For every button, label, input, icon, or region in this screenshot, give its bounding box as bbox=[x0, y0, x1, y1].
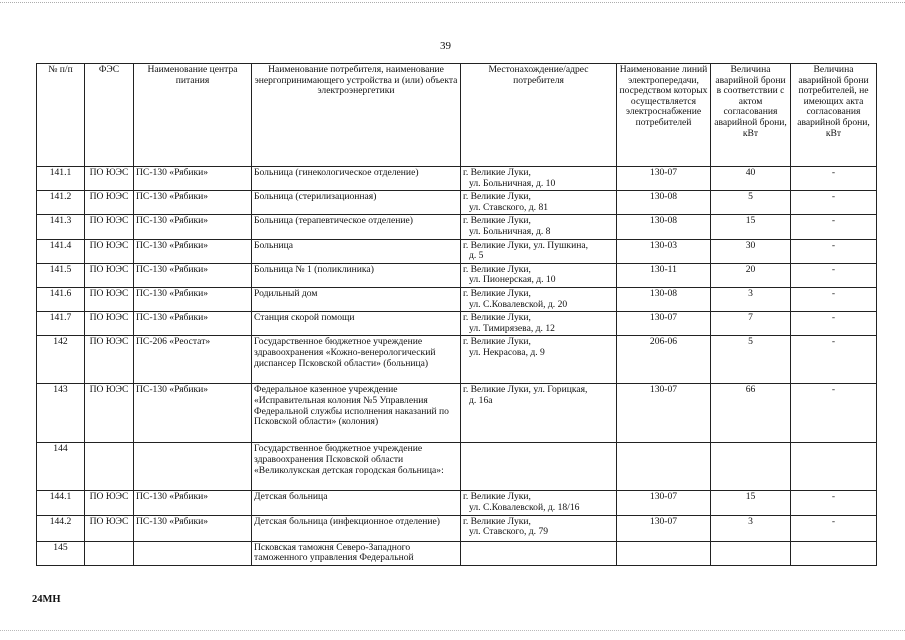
row-num: 141.6 bbox=[37, 287, 85, 311]
row-address-line1: г. Великие Луки, bbox=[463, 263, 531, 275]
row-power: 5 bbox=[711, 191, 791, 215]
page-number: 39 bbox=[440, 40, 451, 52]
row-address-line1: г. Великие Луки, bbox=[463, 515, 531, 527]
row-power-no-act: - bbox=[791, 263, 877, 287]
row-num: 141.7 bbox=[37, 312, 85, 336]
row-fes: ПО ЮЭС bbox=[85, 167, 134, 191]
row-consumer: Больница (гинекологическое отделение) bbox=[252, 167, 461, 191]
row-num: 145 bbox=[37, 541, 85, 565]
table-row bbox=[37, 384, 877, 443]
row-address bbox=[461, 239, 617, 263]
row-power: 30 bbox=[711, 239, 791, 263]
header-num: № п/п bbox=[37, 64, 85, 167]
row-power: 20 bbox=[711, 263, 791, 287]
row-address bbox=[461, 167, 617, 191]
footer-code: 24МН bbox=[32, 594, 61, 605]
row-line: 130-07 bbox=[617, 515, 711, 541]
table-header-row bbox=[37, 64, 877, 167]
row-line bbox=[617, 443, 711, 491]
row-address-line2: ул. С.Ковалевской, д. 18/16 bbox=[469, 501, 580, 513]
row-address-line1: г. Великие Луки, bbox=[463, 167, 531, 178]
row-center: ПС-130 «Рябики» bbox=[134, 384, 252, 443]
row-consumer: Больница № 1 (поликлиника) bbox=[252, 263, 461, 287]
row-power-no-act bbox=[791, 443, 877, 491]
row-center: ПС-130 «Рябики» bbox=[134, 191, 252, 215]
row-num: 141.1 bbox=[37, 167, 85, 191]
row-num: 142 bbox=[37, 336, 85, 384]
row-num: 143 bbox=[37, 384, 85, 443]
row-address bbox=[461, 443, 617, 491]
row-address bbox=[461, 384, 617, 443]
row-num: 141.3 bbox=[37, 215, 85, 239]
row-address bbox=[461, 336, 617, 384]
header-consumer: Наименование потребителя, наименование энергопринимающего устройства и (или) объекта электроэнергетики bbox=[252, 64, 461, 167]
row-address-line2: ул. Тимирязева, д. 12 bbox=[469, 322, 555, 334]
row-consumer: Федеральное казенное учреждение «Исправительная колония №5 Управления Федеральной службы исполнения наказаний по Псковской области» (колония) bbox=[252, 384, 461, 443]
row-address-line2: д. 5 bbox=[469, 250, 484, 262]
row-address-line2: ул. Больничная, д. 8 bbox=[469, 225, 551, 237]
row-power bbox=[711, 541, 791, 565]
table-row bbox=[37, 215, 877, 239]
row-consumer: Больница bbox=[252, 239, 461, 263]
row-center: ПС-130 «Рябики» bbox=[134, 239, 252, 263]
row-line: 130-07 bbox=[617, 384, 711, 443]
row-fes: ПО ЮЭС bbox=[85, 384, 134, 443]
row-power-no-act: - bbox=[791, 239, 877, 263]
row-address-line2: ул. Больничная, д. 10 bbox=[469, 177, 556, 189]
table-row bbox=[37, 263, 877, 287]
table-row bbox=[37, 491, 877, 515]
row-line: 206-06 bbox=[617, 336, 711, 384]
row-line: 130-07 bbox=[617, 167, 711, 191]
row-power: 5 bbox=[711, 336, 791, 384]
row-line: 130-03 bbox=[617, 239, 711, 263]
row-consumer: Детская больница bbox=[252, 491, 461, 515]
table-row bbox=[37, 443, 877, 491]
row-center bbox=[134, 541, 252, 565]
table-row bbox=[37, 336, 877, 384]
row-center: ПС-130 «Рябики» bbox=[134, 167, 252, 191]
row-consumer: Псковская таможня Северо-Западного таможенного управления Федеральной bbox=[252, 541, 461, 565]
row-address-line2: ул. С.Ковалевской, д. 20 bbox=[469, 298, 568, 310]
row-consumer: Детская больница (инфекционное отделение) bbox=[252, 515, 461, 541]
row-consumer: Больница (терапевтическое отделение) bbox=[252, 215, 461, 239]
scan-edge-bottom bbox=[0, 630, 905, 635]
row-line: 130-07 bbox=[617, 491, 711, 515]
table-row bbox=[37, 191, 877, 215]
header-fes: ФЭС bbox=[85, 64, 134, 167]
row-consumer: Станция скорой помощи bbox=[252, 312, 461, 336]
row-address-line2: ул. Ставского, д. 79 bbox=[469, 526, 549, 538]
row-line bbox=[617, 541, 711, 565]
row-address bbox=[461, 191, 617, 215]
table-row bbox=[37, 239, 877, 263]
row-power-no-act: - bbox=[791, 336, 877, 384]
table-row bbox=[37, 287, 877, 311]
emergency-reserve-table bbox=[36, 63, 877, 566]
header-power-no-act: Величина аварийной брони потребителей, не имеющих акта согласования аварийной брони, кВт bbox=[791, 64, 877, 167]
table-body bbox=[37, 167, 877, 566]
row-fes: ПО ЮЭС bbox=[85, 239, 134, 263]
row-address-line2: ул. Пионерская, д. 10 bbox=[469, 274, 556, 286]
row-power-no-act: - bbox=[791, 167, 877, 191]
table-row bbox=[37, 541, 877, 565]
row-power: 66 bbox=[711, 384, 791, 443]
row-address-line2: д. 16а bbox=[469, 394, 493, 406]
row-address bbox=[461, 215, 617, 239]
row-power: 15 bbox=[711, 491, 791, 515]
row-power-no-act: - bbox=[791, 215, 877, 239]
row-address-line1: г. Великие Луки, bbox=[463, 191, 531, 203]
header-power-act: Величина аварийной брони в соответствии с актом согласования аварийной брони, кВт bbox=[711, 64, 791, 167]
row-address-line2: ул. Некрасова, д. 9 bbox=[469, 346, 545, 358]
row-center: ПС-130 «Рябики» bbox=[134, 287, 252, 311]
row-num: 141.4 bbox=[37, 239, 85, 263]
row-line: 130-08 bbox=[617, 287, 711, 311]
row-center bbox=[134, 443, 252, 491]
row-address-line1: г. Великие Луки, bbox=[463, 287, 531, 299]
row-num: 144 bbox=[37, 443, 85, 491]
row-line: 130-07 bbox=[617, 312, 711, 336]
row-line: 130-08 bbox=[617, 191, 711, 215]
row-consumer: Больница (стерилизационная) bbox=[252, 191, 461, 215]
row-line: 130-11 bbox=[617, 263, 711, 287]
row-power bbox=[711, 443, 791, 491]
row-center: ПС-206 «Реостат» bbox=[134, 336, 252, 384]
scan-edge-top bbox=[0, 2, 905, 9]
row-power-no-act: - bbox=[791, 287, 877, 311]
row-consumer: Родильный дом bbox=[252, 287, 461, 311]
row-address-line1: г. Великие Луки, bbox=[463, 491, 531, 503]
row-power: 15 bbox=[711, 215, 791, 239]
row-fes bbox=[85, 443, 134, 491]
row-power-no-act: - bbox=[791, 384, 877, 443]
row-fes: ПО ЮЭС bbox=[85, 263, 134, 287]
row-address bbox=[461, 287, 617, 311]
table-row bbox=[37, 167, 877, 191]
row-num: 141.2 bbox=[37, 191, 85, 215]
row-center: ПС-130 «Рябики» bbox=[134, 215, 252, 239]
row-address bbox=[461, 515, 617, 541]
row-address bbox=[461, 491, 617, 515]
row-fes bbox=[85, 541, 134, 565]
row-address bbox=[461, 312, 617, 336]
row-address bbox=[461, 541, 617, 565]
row-power-no-act: - bbox=[791, 191, 877, 215]
row-address-line1: г. Великие Луки, bbox=[463, 336, 531, 348]
row-fes: ПО ЮЭС bbox=[85, 491, 134, 515]
row-power-no-act: - bbox=[791, 491, 877, 515]
row-fes: ПО ЮЭС bbox=[85, 515, 134, 541]
row-fes: ПО ЮЭС bbox=[85, 191, 134, 215]
row-num: 144.2 bbox=[37, 515, 85, 541]
row-center: ПС-130 «Рябики» bbox=[134, 515, 252, 541]
header-center: Наименование центра питания bbox=[134, 64, 252, 167]
row-center: ПС-130 «Рябики» bbox=[134, 312, 252, 336]
table-row bbox=[37, 312, 877, 336]
row-center: ПС-130 «Рябики» bbox=[134, 491, 252, 515]
header-lines: Наименование линий электропередачи, посредством которых осуществляется электроснабжение потребителей bbox=[617, 64, 711, 167]
row-consumer: Государственное бюджетное учреждение здравоохранения Псковской области «Великолукская детская городская больница»: bbox=[252, 443, 461, 491]
table-row bbox=[37, 515, 877, 541]
row-center: ПС-130 «Рябики» bbox=[134, 263, 252, 287]
row-address-line1: г. Великие Луки, bbox=[463, 312, 531, 324]
row-num: 144.1 bbox=[37, 491, 85, 515]
row-num: 141.5 bbox=[37, 263, 85, 287]
row-address-line2: ул. Ставского, д. 81 bbox=[469, 201, 549, 213]
row-power-no-act: - bbox=[791, 312, 877, 336]
row-address bbox=[461, 263, 617, 287]
row-power: 3 bbox=[711, 515, 791, 541]
row-power: 7 bbox=[711, 312, 791, 336]
row-power: 3 bbox=[711, 287, 791, 311]
row-power-no-act: - bbox=[791, 515, 877, 541]
row-power: 40 bbox=[711, 167, 791, 191]
row-line: 130-08 bbox=[617, 215, 711, 239]
row-address-line1: г. Великие Луки, ул. Горицкая, bbox=[463, 384, 588, 396]
row-fes: ПО ЮЭС bbox=[85, 215, 134, 239]
row-address-line1: г. Великие Луки, bbox=[463, 215, 531, 227]
row-power-no-act bbox=[791, 541, 877, 565]
row-fes: ПО ЮЭС bbox=[85, 287, 134, 311]
header-address: Местонахождение/адрес потребителя bbox=[461, 64, 617, 167]
row-consumer: Государственное бюджетное учреждение здравоохранения «Кожно-венерологический диспансер Псковской области» (больница) bbox=[252, 336, 461, 384]
row-fes: ПО ЮЭС bbox=[85, 312, 134, 336]
row-fes: ПО ЮЭС bbox=[85, 336, 134, 384]
row-address-line1: г. Великие Луки, ул. Пушкина, bbox=[463, 239, 588, 251]
